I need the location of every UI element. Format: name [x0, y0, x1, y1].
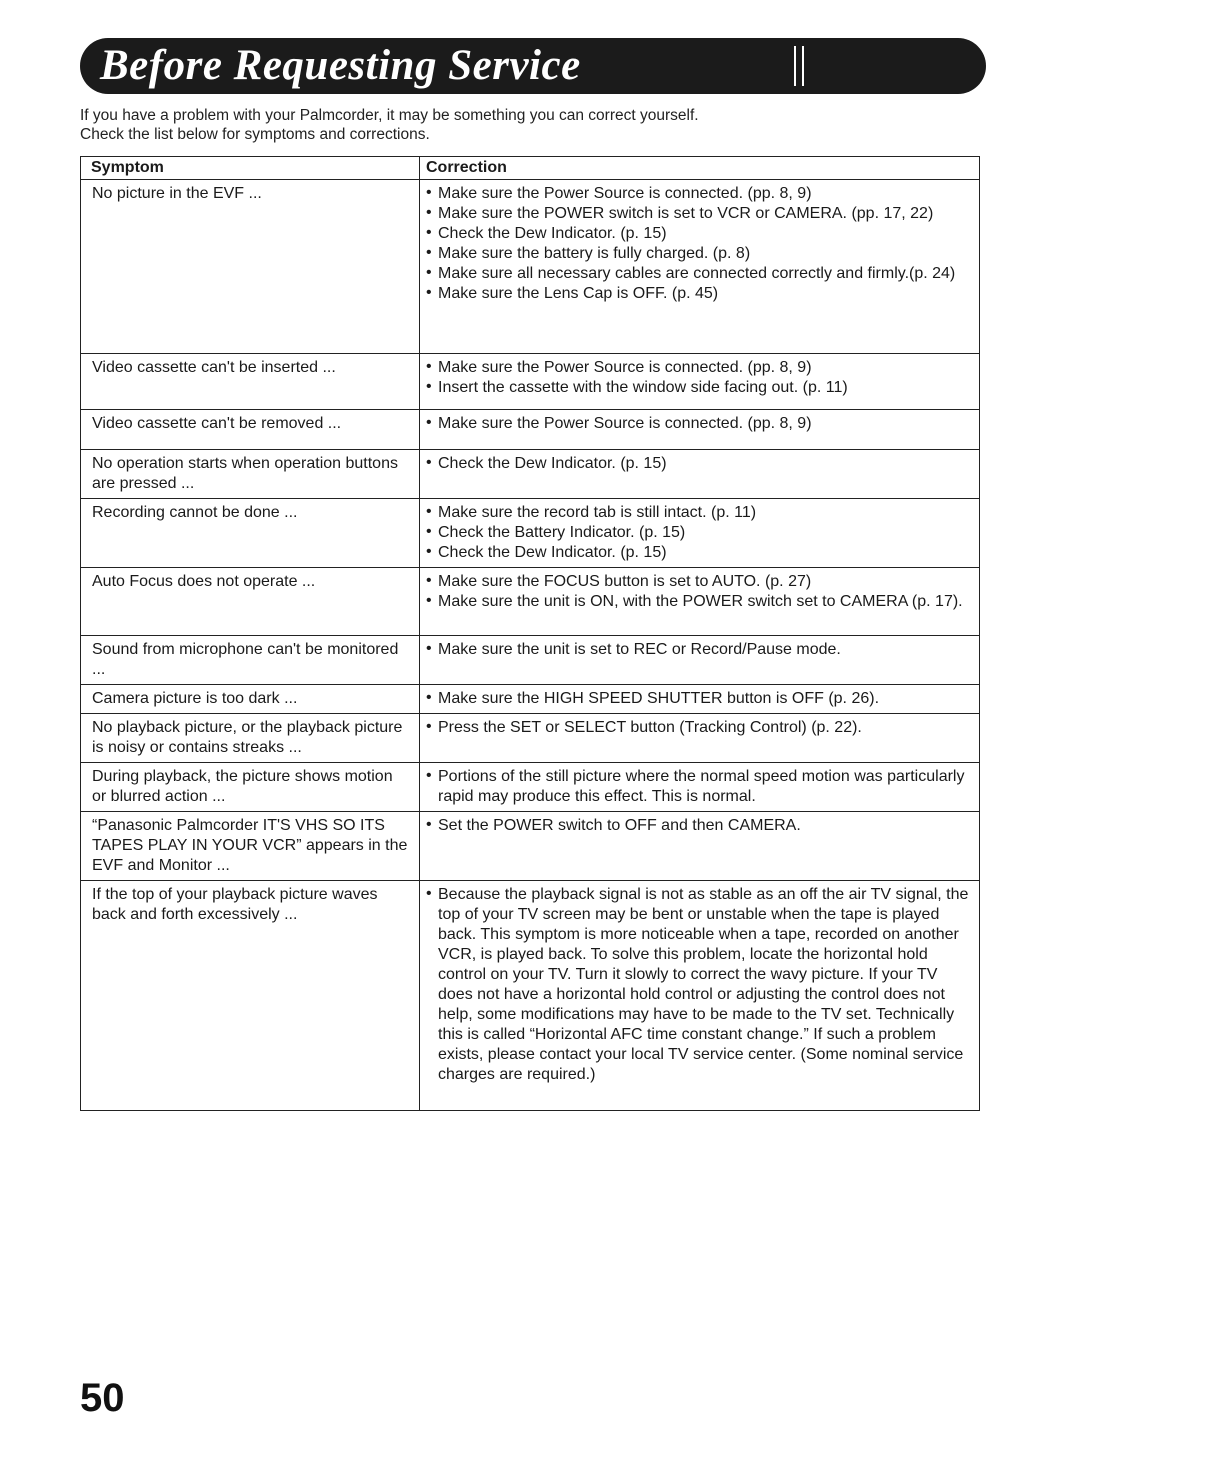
correction-cell — [420, 714, 980, 763]
correction-item: • Press the SET or SELECT button (Tracking Control) (p. 22). — [426, 718, 969, 738]
symptom-cell: Camera picture is too dark ... — [81, 685, 420, 714]
correction-list — [426, 885, 969, 1085]
table-row — [81, 812, 980, 881]
symptom-cell: Video cassette can't be inserted ... — [81, 354, 420, 410]
correction-item: • Check the Dew Indicator. (p. 15) — [426, 543, 969, 563]
correction-item: • Make sure the FOCUS button is set to AUTO. (p. 27) — [426, 572, 969, 592]
correction-cell — [420, 568, 980, 636]
table-row — [81, 410, 980, 450]
correction-item: • Check the Dew Indicator. (p. 15) — [426, 454, 969, 474]
correction-cell — [420, 812, 980, 881]
correction-list — [426, 640, 969, 660]
intro-line-1: If you have a problem with your Palmcorder, it may be something you can correct yourself. — [80, 107, 699, 124]
intro-line-2: Check the list below for symptoms and corrections. — [80, 126, 430, 143]
troubleshooting-table-wrap — [80, 156, 979, 1111]
table-row — [81, 714, 980, 763]
correction-list — [426, 184, 969, 304]
symptom-header: Symptom — [81, 157, 420, 180]
correction-item: • Insert the cassette with the window side facing out. (p. 11) — [426, 378, 969, 398]
symptom-cell: No operation starts when operation buttons are pressed ... — [81, 450, 420, 499]
symptom-cell: No playback picture, or the playback picture is noisy or contains streaks ... — [81, 714, 420, 763]
correction-cell — [420, 499, 980, 568]
correction-item: • Make sure the unit is set to REC or Record/Pause mode. — [426, 640, 969, 660]
table-row — [81, 763, 980, 812]
page-number: 50 — [80, 1376, 125, 1420]
correction-cell — [420, 763, 980, 812]
correction-item: • Make sure the HIGH SPEED SHUTTER button is OFF (p. 26). — [426, 689, 969, 709]
correction-cell — [420, 881, 980, 1111]
correction-list — [426, 718, 969, 738]
correction-list — [426, 454, 969, 474]
correction-cell — [420, 450, 980, 499]
table-header-row — [81, 157, 980, 180]
correction-item: • Make sure the Power Source is connected. (pp. 8, 9) — [426, 184, 969, 204]
correction-cell — [420, 180, 980, 354]
intro-text — [80, 106, 980, 144]
correction-cell — [420, 410, 980, 450]
correction-item: • Make sure all necessary cables are connected correctly and firmly.(p. 24) — [426, 264, 969, 284]
table-row — [81, 450, 980, 499]
title-banner — [80, 38, 986, 94]
symptom-cell: During playback, the picture shows motion or blurred action ... — [81, 763, 420, 812]
correction-item: • Make sure the POWER switch is set to VCR or CAMERA. (pp. 17, 22) — [426, 204, 969, 224]
correction-item: • Check the Dew Indicator. (p. 15) — [426, 224, 969, 244]
correction-list — [426, 572, 969, 612]
correction-item: • Make sure the record tab is still intact. (p. 11) — [426, 503, 969, 523]
correction-item: • Portions of the still picture where the normal speed motion was particularly rapid may produce this effect. This is normal. — [426, 767, 969, 807]
symptom-cell: “Panasonic Palmcorder IT'S VHS SO ITS TAPES PLAY IN YOUR VCR” appears in the EVF and Monitor ... — [81, 812, 420, 881]
correction-list — [426, 767, 969, 807]
correction-item: • Check the Battery Indicator. (p. 15) — [426, 523, 969, 543]
correction-list — [426, 503, 969, 563]
correction-list — [426, 358, 969, 398]
correction-item: • Because the playback signal is not as stable as an off the air TV signal, the top of your TV screen may be bent or unstable when the tape is played back. This symptom is more noticeable when a tape, recorded on another VCR, is played back. To solve this problem, locate the horizontal hold control on your TV. Turn it slowly to correct the wavy picture. If your TV does not have a horizontal hold control or adjusting the control does not help, some modifications may have to be made to the TV set. Technically this is called “Horizontal AFC time constant change.” If such a problem exists, please contact your local TV service center. (Some nominal service charges are required.) — [426, 885, 969, 1085]
correction-header: Correction — [420, 157, 980, 180]
symptom-cell: Sound from microphone can't be monitored ... — [81, 636, 420, 685]
symptom-cell: No picture in the EVF ... — [81, 180, 420, 354]
table-row — [81, 180, 980, 354]
symptom-cell: Video cassette can't be removed ... — [81, 410, 420, 450]
table-row — [81, 636, 980, 685]
table-body — [81, 180, 980, 1111]
table-row — [81, 685, 980, 714]
correction-item: • Make sure the unit is ON, with the POWER switch set to CAMERA (p. 17). — [426, 592, 969, 612]
table-row — [81, 499, 980, 568]
correction-list — [426, 816, 969, 836]
correction-item: • Set the POWER switch to OFF and then CAMERA. — [426, 816, 969, 836]
correction-item: • Make sure the battery is fully charged. (p. 8) — [426, 244, 969, 264]
correction-cell — [420, 636, 980, 685]
correction-item: • Make sure the Power Source is connected. (pp. 8, 9) — [426, 414, 969, 434]
correction-cell — [420, 685, 980, 714]
symptom-cell: Recording cannot be done ... — [81, 499, 420, 568]
table-row — [81, 568, 980, 636]
page-title: Before Requesting Service — [100, 42, 581, 89]
correction-list — [426, 414, 969, 434]
troubleshooting-table — [80, 156, 980, 1111]
correction-list — [426, 689, 969, 709]
symptom-cell: If the top of your playback picture waves back and forth excessively ... — [81, 881, 420, 1111]
symptom-cell: Auto Focus does not operate ... — [81, 568, 420, 636]
correction-item: • Make sure the Power Source is connected. (pp. 8, 9) — [426, 358, 969, 378]
correction-cell — [420, 354, 980, 410]
table-row — [81, 354, 980, 410]
title-decoration — [794, 46, 806, 86]
table-row — [81, 881, 980, 1111]
correction-item: • Make sure the Lens Cap is OFF. (p. 45) — [426, 284, 969, 304]
